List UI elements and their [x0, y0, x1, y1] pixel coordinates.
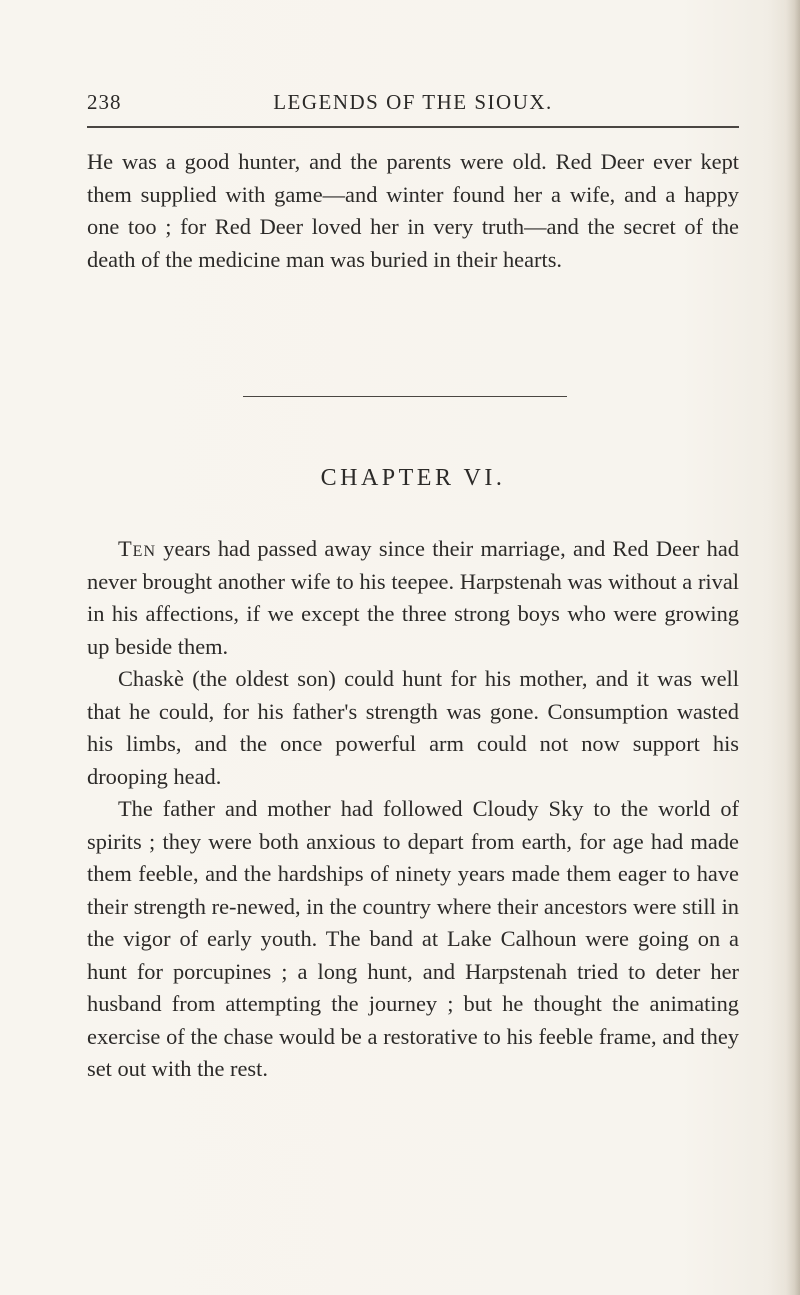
opening-paragraph: He was a good hunter, and the parents were old. Red Deer ever kept them supplied with game—and winter found her a wife, and a happy one too ; for Red Deer loved her in very truth—and the secret of the death of the medicine man was buried in their hearts. [87, 149, 739, 272]
page-edge-shadow [786, 0, 800, 1295]
chapter-divider-rule [243, 396, 567, 397]
opening-text-block [87, 146, 739, 276]
page-number: 238 [87, 90, 122, 114]
chapter-paragraph-1 [87, 533, 739, 663]
chapter-body [87, 533, 739, 1086]
header-rule [87, 126, 739, 128]
running-header [87, 90, 739, 120]
chapter-title: CHAPTER VI. [320, 465, 506, 491]
chapter-paragraph-2: Chaskè (the oldest son) could hunt for his mother, and it was well that he could, for his father's strength was gone. Consumption wasted his limbs, and the once powerful arm could not now support his drooping head. [87, 666, 739, 789]
chapter-lead-word: Ten [118, 536, 157, 561]
chapter-paragraph-3: The father and mother had followed Cloudy Sky to the world of spirits ; they were both anxious to depart from earth, for age had made them feeble, and the hardships of ninety years made them eager to have their strength re-newed, in the country where their ancestors were still in the vigor of early youth. The band at Lake Calhoun were going on a hunt for porcupines ; a long hunt, and Harpstenah tried to deter her husband from attempting the journey ; but he thought the animating exercise of the chase would be a restorative to his feeble frame, and they set out with the rest. [87, 796, 739, 1081]
book-title: LEGENDS OF THE SIOUX. [273, 90, 553, 114]
chapter-paragraph-1-text: years had passed away since their marriage, and Red Deer had never brought another wife to his teepee. Harpstenah was without a rival in his affections, if we except the three strong boys who were growing up beside them. [87, 536, 739, 659]
